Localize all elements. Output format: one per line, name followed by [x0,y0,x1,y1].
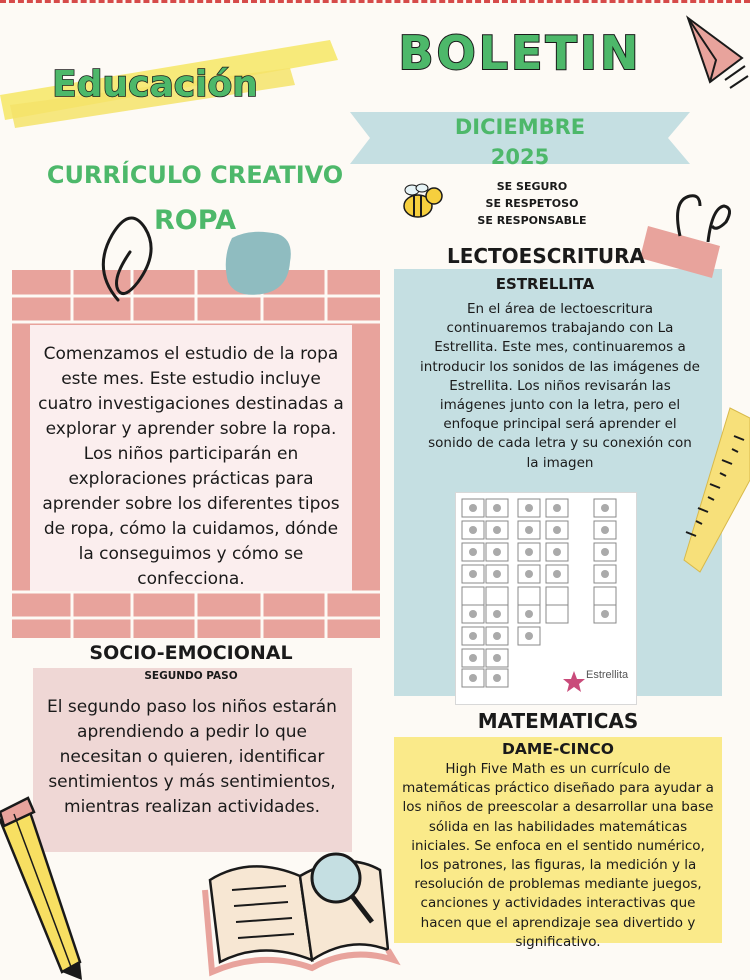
socio-title: SOCIO-EMOCIONAL [89,642,293,664]
curriculum-text: Comenzamos el estudio de la ropa este mes. Este estudio incluye cuatro investigaciones destinadas a explorar y aprender sobre la ropa. Los niños participarán en exploraciones prácticas para aprender sobre los diferentes tipos de ropa, cómo la cuidamos, dónde la conseguimos y cómo se confecciona. [38,344,344,589]
value-item: SE SEGURO [496,180,568,193]
value-item: SE RESPONSABLE [477,214,587,227]
bee-icon [404,184,442,217]
math-text: High Five Math es un currículo de matemáticas práctico diseñado para ayudar a los niños de preescolar a desarrollar una base sólida en las habilidades matemáticas iniciales. Se enfoca en el sentido numérico, los patrones, las figuras, la medición y la resolución de problemas mediante juegos, canciones y actividades interactivas que hacen que el aprendizaje sea divertido y significativo. [402,761,714,950]
literacy-title: LECTOESCRITURA [446,244,646,268]
subject-title: Educación [52,64,258,105]
open-book-icon [205,854,394,972]
paper-plane-icon [688,18,748,88]
socio-text: El segundo paso los niños estarán aprendiendo a pedir lo que necesitan o quieren, identificar sentimientos y más sentimientos, mientras realizan actividades. [47,697,337,817]
curriculum-title: CURRÍCULO CREATIVO [46,161,344,189]
school-values [450,178,614,229]
estrellita-chart-image [455,492,637,705]
math-subtitle: DAME-CINCO [502,740,614,758]
pencil-icon [0,798,82,980]
newsletter-title: BOLETIN [398,26,642,80]
literacy-subtitle: ESTRELLITA [495,275,595,293]
literacy-text: En el área de lectoescritura continuaremos trabajando con La Estrellita. Este mes, continuaremos a introducir los sonidos de las imágenes de Estrellita. Los niños revisarán las imágenes junto con la letra, pero el enfoque principal será aprender el sonido de cada letra y su conexión con la imagen [420,301,700,471]
estrellita-star-icon [563,671,585,692]
math-title: MATEMATICAS [477,709,639,733]
estrellita-logo-text: Estrellita [586,669,629,681]
value-item: SE RESPETOSO [485,197,579,210]
date-month: DICIEMBRE [454,115,586,139]
date-year: 2025 [490,145,550,169]
magnifier-icon [312,854,360,902]
curriculum-topic: ROPA [154,205,236,236]
socio-subtitle: SEGUNDO PASO [144,670,238,682]
